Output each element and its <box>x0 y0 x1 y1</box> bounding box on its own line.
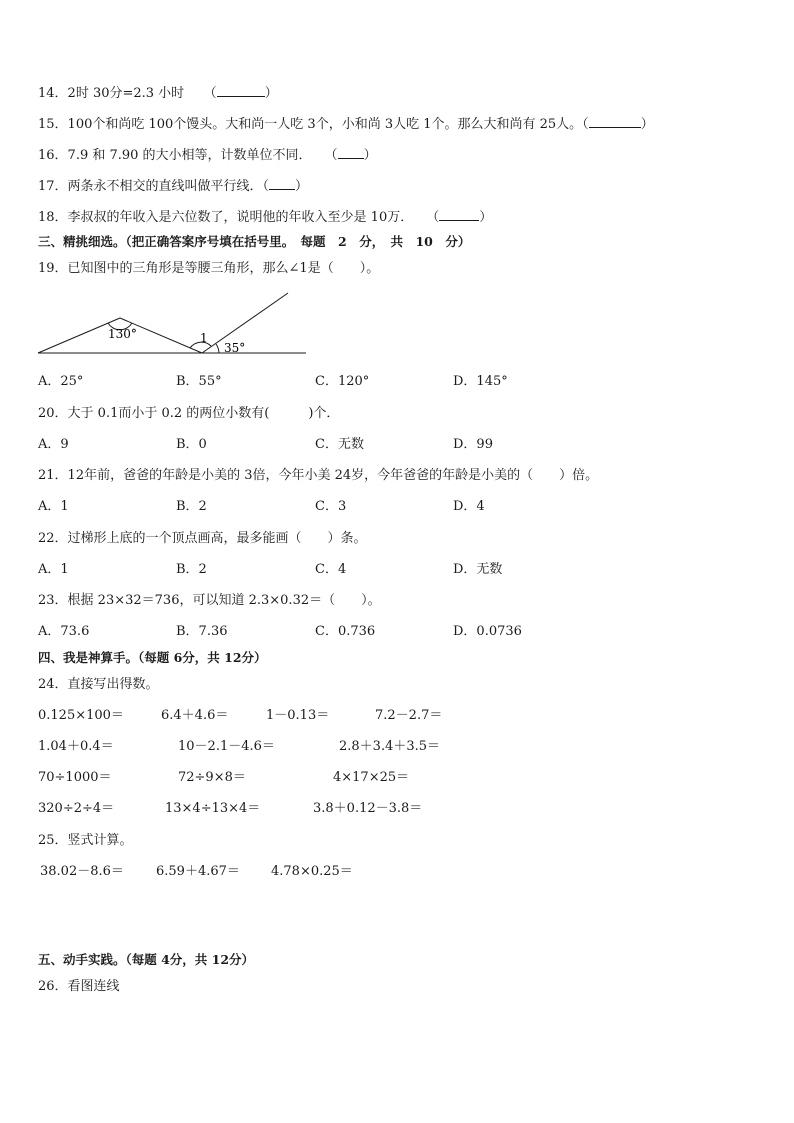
question-17 <box>38 176 308 196</box>
q19-option-a[interactable]: A．25° <box>38 374 84 389</box>
angle-label-1: 1 <box>200 331 208 345</box>
calc-item: 0.125×100＝ <box>38 708 124 723</box>
q21-option-b[interactable]: B．2 <box>176 499 207 514</box>
calc-item: 70÷1000＝ <box>38 770 112 785</box>
question-18 <box>38 207 492 227</box>
bracket-close: ） <box>295 179 309 194</box>
question-text: 16．7.9 和 7.90 的大小相等，计数单位不同． （ <box>38 148 338 163</box>
question-text: 18．李叔叔的年收入是六位数了，说明他的年收入至少是 10万． （ <box>38 210 440 225</box>
q20-option-d[interactable]: D．99 <box>453 437 493 452</box>
q22-option-d[interactable]: D．无数 <box>453 562 503 577</box>
question-text: 17．两条永不相交的直线叫做平行线．（ <box>38 179 270 194</box>
q21-option-c[interactable]: C．3 <box>315 499 347 514</box>
question-21-text: 21．12年前，爸爸的年龄是小美的 3倍，今年小美 24岁，今年爸爸的年龄是小美的（ ）倍。 <box>38 468 599 483</box>
calc-item: 7.2－2.7＝ <box>375 708 443 723</box>
calc-item: 3.8＋0.12－3.8＝ <box>313 801 423 816</box>
answer-blank[interactable] <box>589 114 641 128</box>
q23-option-a[interactable]: A．73.6 <box>38 624 90 639</box>
question-25-text: 25．竖式计算。 <box>38 833 133 848</box>
answer-blank[interactable] <box>338 145 364 159</box>
calc-item: 320÷2÷4＝ <box>38 801 115 816</box>
q22-option-a[interactable]: A．1 <box>38 562 69 577</box>
question-20-text: 20．大于 0.1而小于 0.2 的两位小数有( )个． <box>38 406 340 421</box>
q20-option-b[interactable]: B．0 <box>176 437 207 452</box>
q19-option-d[interactable]: D．145° <box>453 374 508 389</box>
question-19-text: 19．已知图中的三角形是等腰三角形，那么∠1是（ ）。 <box>38 261 380 276</box>
question-24-text: 24．直接写出得数。 <box>38 677 159 692</box>
calc-item: 72÷9×8＝ <box>178 770 246 785</box>
calc-item: 2.8＋3.4＋3.5＝ <box>339 739 441 754</box>
answer-blank[interactable] <box>439 207 479 221</box>
question-text: 14．2时 30分=2.3 小时 （ <box>38 86 217 101</box>
question-14 <box>38 83 278 103</box>
question-26-text: 26．看图连线 <box>38 979 120 994</box>
question-16 <box>38 145 377 165</box>
calc-item: 6.4＋4.6＝ <box>161 708 229 723</box>
calc-item: 13×4÷13×4＝ <box>165 801 261 816</box>
section-4-title: 四、我是神算手。（每题 6分，共 12分） <box>38 650 267 665</box>
calc-item: 1.04＋0.4＝ <box>38 739 114 754</box>
q22-option-b[interactable]: B．2 <box>176 562 207 577</box>
question-23-text: 23．根据 23×32＝736，可以知道 2.3×0.32＝（ ）。 <box>38 593 381 608</box>
answer-blank[interactable] <box>217 83 265 97</box>
angle-arc-35 <box>216 344 219 353</box>
vertical-calc-item: 4.78×0.25＝ <box>271 864 353 879</box>
calc-item: 4×17×25＝ <box>333 770 410 785</box>
bracket-close: ） <box>363 148 377 163</box>
calc-item: 1－0.13＝ <box>266 708 330 723</box>
question-15 <box>38 114 654 134</box>
bracket-close: ） <box>640 117 654 132</box>
triangle-figure <box>30 288 320 360</box>
section-3-title: 三、精挑细选。（把正确答案序号填在括号里。 每题 2 分， 共 10 分） <box>38 234 471 249</box>
q20-option-c[interactable]: C．无数 <box>315 437 364 452</box>
vertical-calc-item: 38.02－8.6＝ <box>40 864 124 879</box>
answer-blank[interactable] <box>269 176 295 190</box>
bracket-close: ） <box>264 86 278 101</box>
q21-option-d[interactable]: D．4 <box>453 499 485 514</box>
q20-option-a[interactable]: A．9 <box>38 437 69 452</box>
q23-option-d[interactable]: D．0.0736 <box>453 624 522 639</box>
bracket-close: ） <box>479 210 493 225</box>
section-5-title: 五、动手实践。（每题 4分，共 12分） <box>38 952 255 967</box>
q19-option-b[interactable]: B．55° <box>176 374 222 389</box>
q23-option-c[interactable]: C．0.736 <box>315 624 376 639</box>
angle-label-35: 35° <box>224 341 246 355</box>
q21-option-a[interactable]: A．1 <box>38 499 69 514</box>
calc-item: 10－2.1－4.6＝ <box>178 739 275 754</box>
q23-option-b[interactable]: B．7.36 <box>176 624 228 639</box>
vertical-calc-item: 6.59＋4.67＝ <box>156 864 240 879</box>
q19-option-c[interactable]: C．120° <box>315 374 370 389</box>
q22-option-c[interactable]: C．4 <box>315 562 347 577</box>
question-text: 15．100个和尚吃 100个馒头。大和尚一人吃 3个，小和尚 3人吃 1个。那么大和尚有 25人。（ <box>38 117 589 132</box>
question-22-text: 22．过梯形上底的一个顶点画高，最多能画（ ）条。 <box>38 531 367 546</box>
angle-label-130: 130° <box>108 327 137 341</box>
